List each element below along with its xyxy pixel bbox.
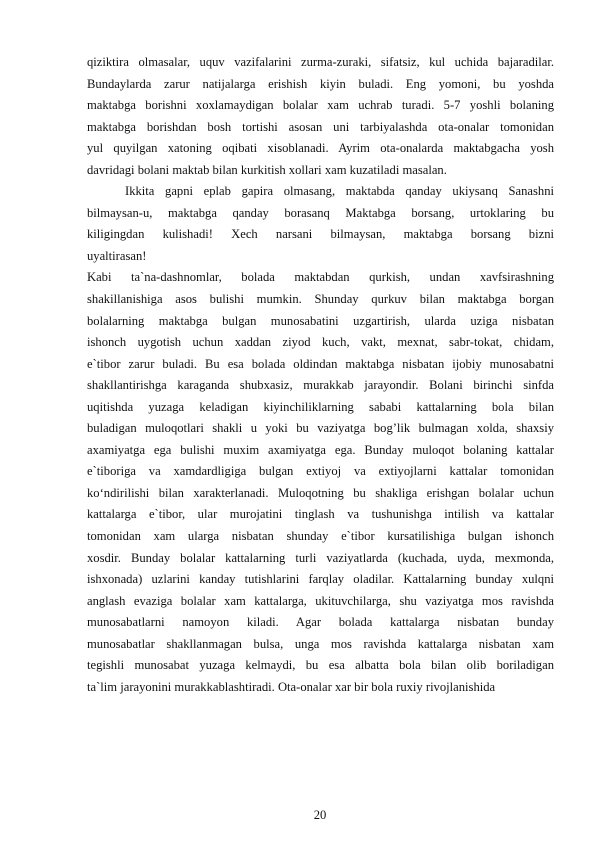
text-line: kiligingdan kulishadi! Xech narsani bilmaysan, maktabga borsang bizni (87, 227, 554, 242)
text-line: xosdir. Bunday bolalar kattalarning turli vaziyatlarda (kuchada, uyda, mexmonda, (87, 550, 554, 565)
text-line: bolalarning maktabga bulgan munosabatini uzgartirish, ularda uziga nisbatan (87, 313, 554, 328)
text-line: axamiyatga ega bulishi muxim axamiyatga ega. Bunday muloqot bolaning kattalar (87, 442, 554, 457)
text-line: shakllantirishga karaganda shubxasiz, murakkab jarayondir. Bolani birinchi sinfda (87, 378, 554, 393)
text-line: maktabga borishni xoxlamaydigan bolalar xam uchrab turadi. 5-7 yoshli bolaning (87, 98, 554, 113)
text-line: munosabatlarni namoyon kiladi. Agar bolada kattalarga nisbatan bunday (87, 615, 554, 630)
text-line: tomonidan xam ularga nisbatan shunday e`tibor kursatilishiga bulgan ishonch (87, 529, 554, 544)
text-line: uyaltirasan! (87, 248, 147, 263)
text-line: ishonch uygotish uchun xaddan ziyod kuch, vakt, mexnat, sabr-tokat, chidam, (87, 335, 554, 350)
text-line: shakillanishiga asos bulishi mumkin. Shunday qurkuv bilan maktabga borgan (87, 292, 554, 307)
text-line: davridagi bolani maktab bilan kurkitish xollari xam kuzatiladi masalan. (87, 162, 447, 177)
text-line: ta`lim jarayonini murakkablashtiradi. Ota-onalar xar bir bola ruxiy rivojlanishida (87, 679, 496, 694)
text-line: buladigan muloqotlari shakli u yoki bu vaziyatga bog’lik bulmagan xolda, shaxsiy (87, 421, 554, 436)
text-line: anglash evaziga bolalar xam kattalarga, ukituvchilarga, shu vaziyatga mos ravishda (87, 593, 554, 608)
text-line: tegishli munosabat yuzaga kelmaydi, bu esa albatta bola bilan olib boriladigan (87, 658, 554, 673)
text-line: Kabi ta`na-dashnomlar, bolada maktabdan qurkish, undan xavfsirashning (87, 270, 554, 285)
text-line: e`tibor zarur buladi. Bu esa bolada oldindan maktabga nisbatan ijobiy munosabatni (87, 356, 554, 371)
text-line: bilmaysan-u, maktabga qanday borasanq Maktabga borsang, urtoklaring bu (87, 205, 554, 220)
text-line: ishxonada) uzlarini kanday tutishlarini farqlay oladilar. Kattalarning bunday xulqni (87, 572, 554, 587)
paragraph (87, 181, 554, 267)
text-line: Bundaylarda zarur natijalarga erishish kiyin buladi. Eng yomoni, bu yoshda (87, 76, 554, 91)
text-line: qiziktira olmasalar, uquv vazifalarini zurma-zuraki, sifatsiz, kul uchida bajaradilar. (87, 55, 554, 69)
paragraph (87, 52, 554, 181)
page-number: 20 (313, 808, 327, 822)
text-line: e`tiboriga va xamdardligiga bulgan extiyoj va extiyojlarni kattalar tomonidan (87, 464, 554, 479)
paragraph (87, 267, 554, 698)
document-body (87, 52, 554, 698)
text-line: kattalarga e`tibor, ular murojatini tinglash va tushunishga intilish va kattalar (87, 507, 554, 522)
text-line: yul quyilgan xatoning oqibati xisoblanadi. Ayrim ota-onalarda maktabgacha yosh (87, 141, 554, 156)
text-line: Ikkita gapni eplab gapira olmasang, maktabda qanday ukiysanq Sanashni (125, 184, 554, 199)
text-line: ko‘ndirilishi bilan xarakterlanadi. Muloqotning bu shakliga erishgan bolalar uchun (87, 485, 554, 500)
text-line: munosabatlar shakllanmagan bulsa, unga mos ravishda kattalarga nisbatan xam (87, 636, 554, 651)
text-line: uqitishda yuzaga keladigan kiyinchiliklarning sababi kattalarning bola bilan (87, 399, 554, 414)
text-line: maktabga borishdan bosh tortishi asosan uni tarbiyalashda ota-onalar tomonidan (87, 119, 554, 134)
